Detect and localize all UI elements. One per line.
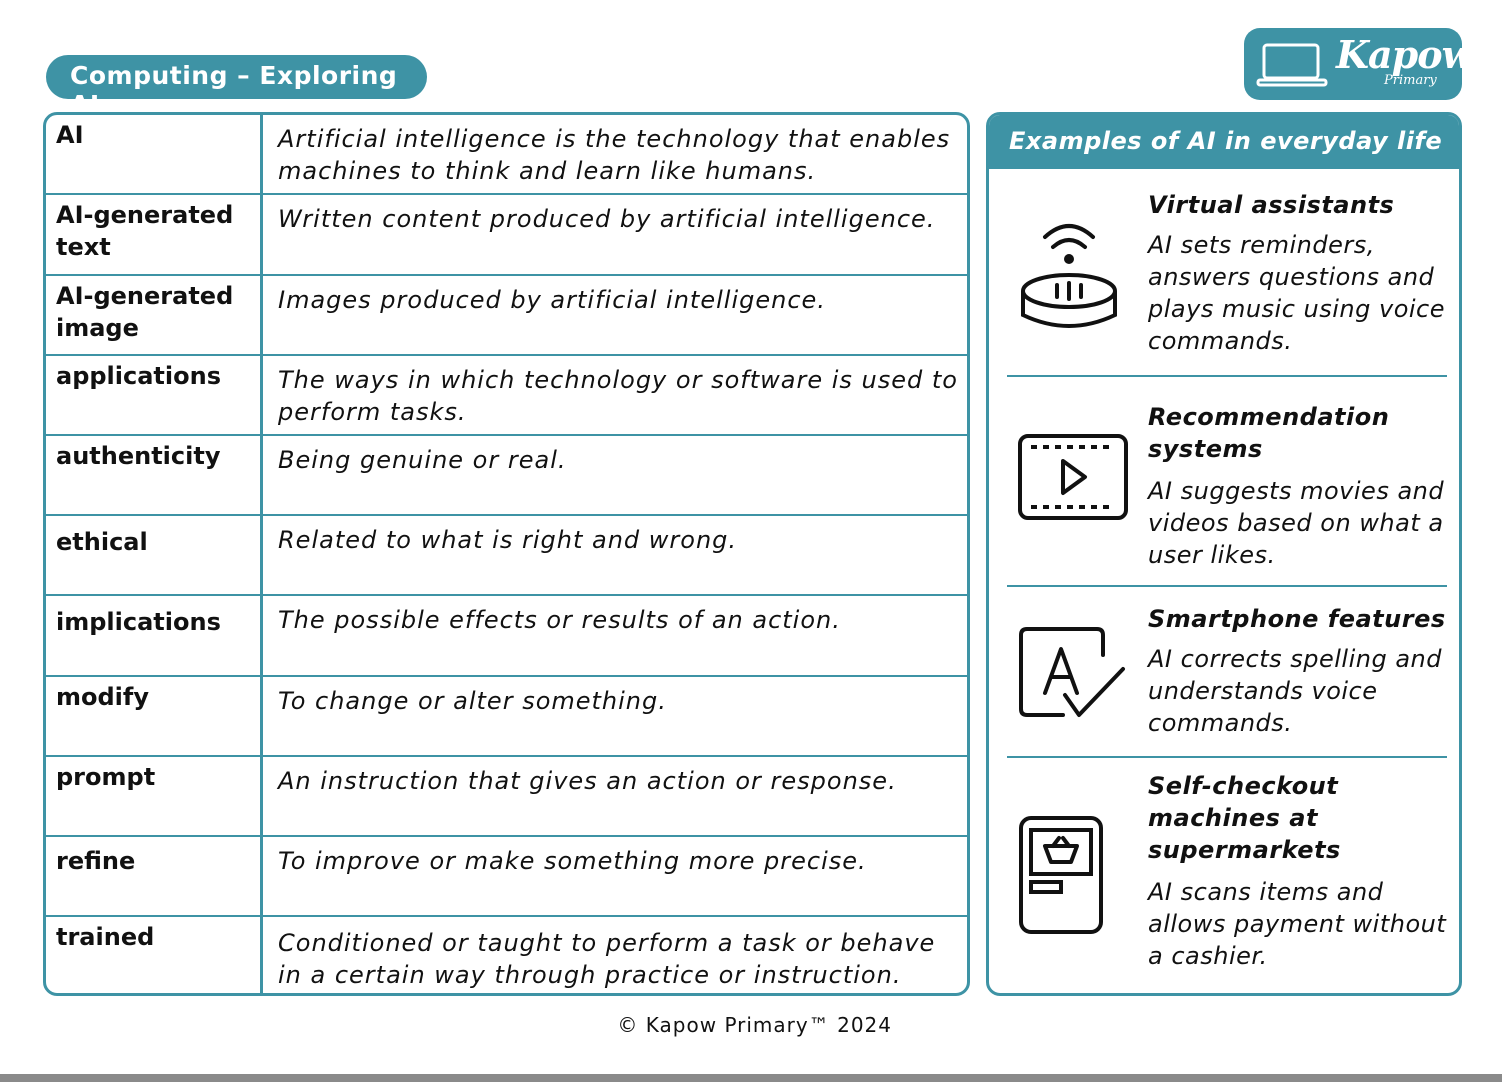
table-row — [46, 677, 967, 757]
example-title: Recommendation systems — [1148, 403, 1390, 463]
definition-cell: Images produced by artificial intelligence. — [278, 286, 826, 314]
table-row — [46, 356, 967, 436]
example-description: AI scans items and allows payment without a cashier. — [1148, 878, 1447, 970]
example-item — [1007, 385, 1447, 585]
example-item — [1007, 766, 1447, 986]
definition-cell: Artificial intelligence is the technology that enables machines to think and learn like humans. — [278, 125, 951, 185]
example-title: Smartphone features — [1148, 605, 1446, 633]
definition-cell: The possible effects or results of an action. — [278, 606, 841, 634]
divider — [1007, 375, 1447, 377]
smart-speaker-icon — [1017, 207, 1121, 331]
term-cell: AI-generated text — [46, 195, 263, 274]
example-description: AI suggests movies and videos based on what a user likes. — [1148, 477, 1445, 569]
logo-sub: Primary — [1384, 73, 1437, 88]
term-cell: implications — [46, 596, 263, 675]
term-cell: ethical — [46, 516, 263, 594]
example-title: Virtual assistants — [1148, 191, 1395, 219]
example-item — [1007, 185, 1447, 375]
term-cell: modify — [46, 677, 263, 755]
definition-cell: Related to what is right and wrong. — [278, 526, 738, 554]
table-row — [46, 596, 967, 677]
example-item — [1007, 595, 1447, 755]
definition-cell: Being genuine or real. — [278, 446, 567, 474]
vocabulary-table — [43, 112, 970, 996]
spellcheck-icon — [1017, 625, 1129, 725]
term-cell: applications — [46, 356, 263, 434]
examples-panel — [986, 112, 1462, 996]
video-player-icon — [1017, 433, 1129, 521]
divider — [1007, 756, 1447, 758]
definition-cell: Written content produced by artificial intelligence. — [278, 205, 936, 233]
term-cell: authenticity — [46, 436, 263, 514]
term-cell: prompt — [46, 757, 263, 835]
term-cell: AI-generated image — [46, 276, 263, 354]
logo-brand: Kapow — [1336, 32, 1474, 77]
table-row — [46, 195, 967, 276]
example-description: AI corrects spelling and understands voice commands. — [1148, 645, 1442, 737]
definition-cell: The ways in which technology or software is used to perform tasks. — [278, 366, 958, 426]
kapow-logo — [1244, 28, 1474, 100]
bottom-bar — [0, 1074, 1502, 1082]
term-cell: refine — [46, 837, 263, 915]
table-row — [46, 115, 967, 195]
definition-cell: To change or alter something. — [278, 687, 667, 715]
table-row — [46, 917, 967, 996]
self-checkout-icon — [1017, 814, 1107, 936]
table-row — [46, 276, 967, 356]
page-title: Computing – Exploring AI — [46, 55, 427, 99]
table-row — [46, 837, 967, 917]
table-row — [46, 757, 967, 837]
definition-cell: An instruction that gives an action or response. — [278, 767, 897, 795]
example-title: Self-checkout machines at supermarkets — [1148, 772, 1341, 864]
copyright-footer: © Kapow Primary™ 2024 — [617, 1013, 892, 1037]
examples-header: Examples of AI in everyday life — [989, 115, 1459, 169]
laptop-icon — [1256, 42, 1328, 88]
definition-cell: To improve or make something more precise. — [278, 847, 867, 875]
table-row — [46, 436, 967, 516]
divider — [1007, 585, 1447, 587]
example-description: AI sets reminders, answers questions and plays music using voice commands. — [1148, 231, 1446, 355]
definition-cell: Conditioned or taught to perform a task or behave in a certain way through practice or instruction. — [278, 929, 936, 989]
table-row — [46, 516, 967, 596]
term-cell: AI — [46, 115, 263, 193]
term-cell: trained — [46, 917, 263, 996]
